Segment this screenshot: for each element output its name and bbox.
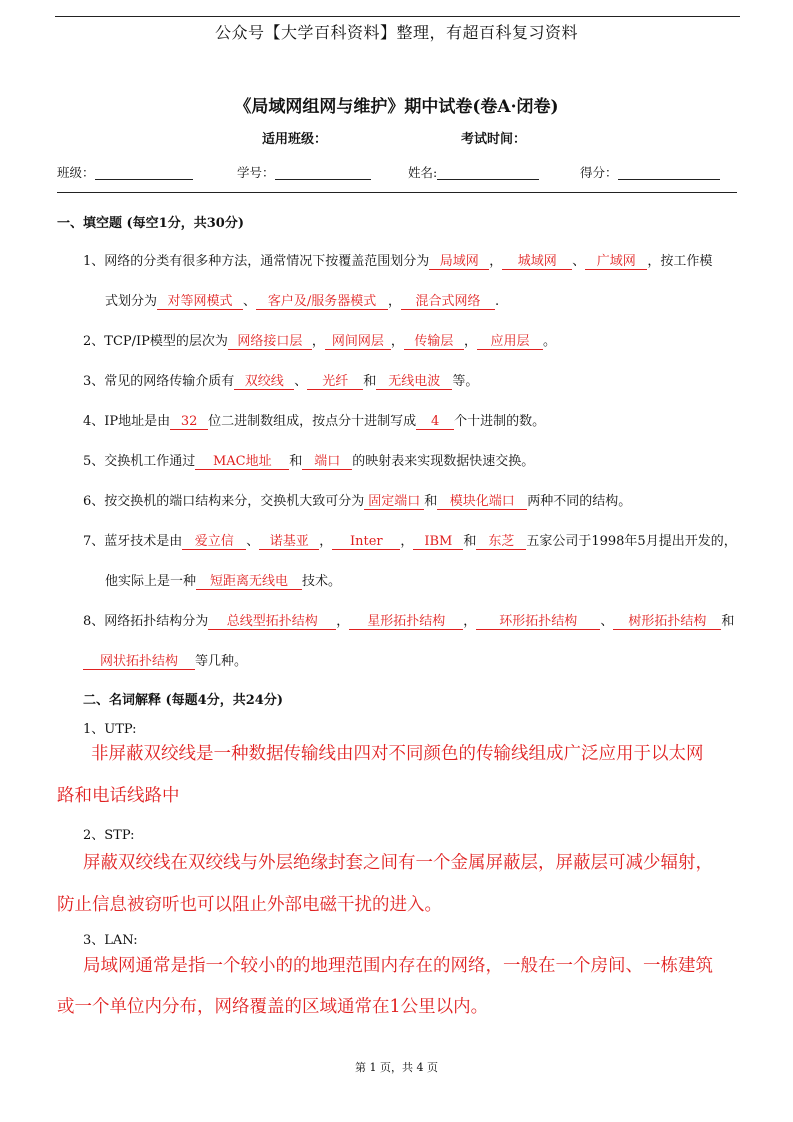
source-banner: 公众号【大学百科资料】整理，有超百科复习资料 [214,23,578,42]
utp-answer-line-2: 路和电话线路中 [57,786,180,806]
q8-sep: ， [336,614,350,629]
q1-text: . [495,294,500,309]
lan-label: 3、LAN: [83,933,138,948]
question-2: 2、TCP/IP模型的层次为 网络接口层 ， 网间网层 ， 传输层 ， 应用层 。 [83,334,556,349]
q7-answer-5: 东芝 [476,534,526,550]
q7-sep: 、 [246,534,260,549]
section2-heading: 二、名词解释 (每题4分，共24分) [83,693,283,708]
q3-sep: 、 [294,374,308,389]
question-8-line-1 [83,610,734,630]
header-divider [57,192,737,193]
q4-text: 4、IP地址是由 [83,414,171,429]
class-applicable-label: 适用班级： [262,132,328,147]
q1-answer-4: 对等网模式 [157,294,243,310]
q2-answer-3: 传输层 [404,334,464,350]
q2-answer-4: 应用层 [477,334,543,350]
lan-answer-line-1: 局域网通常是指一个较小的的地理范围内存在的网络，一般在一个房间、一栋建筑 [83,956,713,976]
q4-answer-1: 32 [170,414,208,430]
q1-text: 1、网络的分类有很多种方法，通常情况下按覆盖范围划分为 [83,254,430,269]
utp-answer-line-1: 非屏蔽双绞线是一种数据传输线由四对不同颜色的传输线组成广泛应用于以太网 [91,744,704,764]
q8-answer-2: 星形拓扑结构 [349,614,463,630]
question-7-line-2 [105,570,341,590]
q2-text: 。 [542,334,556,349]
q1-sep: ， [489,254,503,269]
q8-answer-4: 树形拓扑结构 [613,614,721,630]
name-blank [437,165,539,180]
q5-answer-2: 端口 [302,454,352,470]
q1-text: 式划分为 [105,294,158,309]
q8-text: 和 [721,614,735,629]
q7-answer-2: 诺基亚 [259,534,319,550]
q6-answer-2: 模块化端口 [437,494,527,510]
q7-answer-3: Inter [332,534,400,550]
q2-answer-2: 网间网层 [325,334,391,350]
q7-text: 他实际上是一种 [105,574,197,589]
q6-text: 6、按交换机的端口结构来分，交换机大致可分为 [83,494,365,509]
q1-sep: 、 [572,254,586,269]
exam-time-label: 考试时间： [461,132,527,147]
question-6 [83,490,631,510]
question-3 [83,370,478,390]
name-field [408,163,539,181]
q5-answer-1: MAC地址 [195,454,289,470]
question-1-line-2 [105,290,499,310]
q1-answer-2: 城域网 [502,254,572,270]
q7-text: 7、蓝牙技术是由 [83,534,183,549]
student-id-field [237,163,371,181]
student-id-blank [275,165,371,180]
q7-sep: ， [319,534,333,549]
q8-answer-5: 网状拓扑结构 [83,654,195,670]
q1-answer-6: 混合式网络 [401,294,495,310]
q8-answer-1: 总线型拓扑结构 [208,614,336,630]
page-number: 第 1 页，共 4 页 [355,1061,438,1074]
stp-answer-line-1: 屏蔽双绞线在双绞线与外层绝缘封套之间有一个金属屏蔽层，屏蔽层可减少辐射， [83,853,713,873]
student-id-label: 学号： [237,165,275,180]
q4-text: 位二进制数组成，按点分十进制写成 [208,414,417,429]
q2-answer-1: 网络接口层 [228,334,312,350]
class-field-label: 班级： [57,165,95,180]
q8-answer-3: 环形拓扑结构 [476,614,600,630]
q1-sep: 、 [243,294,257,309]
q8-sep: 、 [600,614,614,629]
q6-text: 两种不同的结构。 [527,494,632,509]
utp-label: 1、UTP: [83,722,137,737]
q7-answer-1: 爱立信 [182,534,246,550]
q1-text: ，按工作模 [647,254,713,269]
q3-answer-2: 光纤 [307,374,363,390]
question-4 [83,410,545,430]
top-rule [55,16,740,17]
q6-answer-1: 固定端口 [364,494,424,510]
q5-text: 5、交换机工作通过 [83,454,196,469]
exam-title: 《局域网组网与维护》期中试卷(卷A·闭卷) [234,97,559,117]
q3-text: 等。 [452,374,479,389]
q3-answer-3: 无线电波 [376,374,452,390]
score-field [580,163,720,181]
q1-sep: ， [388,294,402,309]
class-field [57,163,193,181]
q6-text: 和 [424,494,438,509]
q8-sep: ， [463,614,477,629]
score-blank [618,165,720,180]
q1-answer-1: 局域网 [429,254,489,270]
q7-text: 技术。 [302,574,342,589]
class-field-blank [95,165,193,180]
q7-text: 五家公司于1998年5月提出开发的， [526,534,737,549]
q1-answer-3: 广域网 [585,254,647,270]
question-1-line-1 [83,250,712,270]
q7-text: 和 [463,534,477,549]
lan-answer-line-2: 或一个单位内分布，网络覆盖的区域通常在1公里以内。 [57,997,489,1017]
stp-answer-line-2: 防止信息被窃听也可以阻止外部电磁干扰的进入。 [57,895,442,915]
q2-text: 2、TCP/IP模型的层次为 [83,334,228,349]
question-7-line-1 [83,530,737,550]
q5-text: 和 [289,454,303,469]
q1-answer-5: 客户及/服务器模式 [256,294,388,310]
section1-heading: 一、填空题 (每空1分，共30分) [57,216,244,231]
stp-label: 2、STP: [83,828,135,843]
q7-sep: ， [400,534,414,549]
q3-text: 3、常见的网络传输介质有 [83,374,235,389]
question-5 [83,450,534,470]
score-label: 得分： [580,165,618,180]
q3-answer-1: 双绞线 [234,374,294,390]
question-8-line-2 [83,650,247,670]
q4-text: 个十进制的数。 [454,414,546,429]
q7-answer-6: 短距离无线电 [196,574,302,590]
q3-text: 和 [363,374,377,389]
q8-text: 等几种。 [195,654,248,669]
name-label: 姓名: [408,165,438,180]
q5-text: 的映射表来实现数据快速交换。 [352,454,535,469]
q7-answer-4: IBM [413,534,463,550]
q4-answer-2: 4 [416,414,454,430]
q8-text: 8、网络拓扑结构分为 [83,614,209,629]
